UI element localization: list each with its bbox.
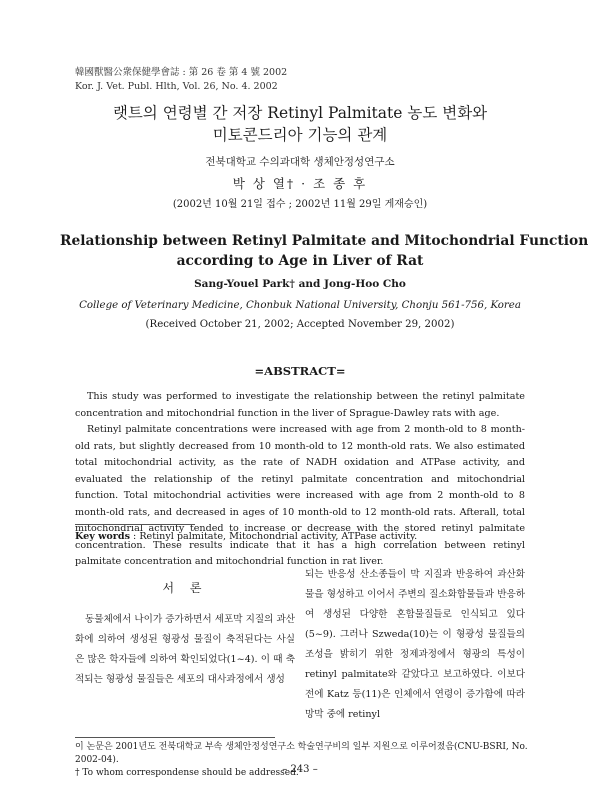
english-dates: (Received October 21, 2002; Accepted November 29, 2002)	[145, 319, 455, 330]
keywords-label: Key words	[75, 531, 130, 542]
abstract-paragraph: Retinyl palmitate concentrations were increased with age from 2 month-old to 8 month-old rats, but slightly decreased from 10 month-old to 12 month-old rats. We also estimated total mitochondrial activity, as the rate of NADH oxidation and ATPase activity, and evaluated the relationship of the retinyl palmitate concentration and mitochondrial function. Total mitochondrial activities were increased with age from 2 month-old to 8 month-old rats, and decreased in ages of 10 month-old to 12 month-old rats. Afterall, total mitochondrial activity tended to increase or decrease with the stored retinyl palmitate concentration. These results indicate that it has a high correlation between retinyl palmitate concentration and mitochondrial function in rat liver.	[75, 424, 525, 567]
korean-affiliation: 전북대학교 수의과대학 생체안정성연구소	[205, 156, 395, 168]
journal-citation-english: Kor. J. Vet. Publ. Hlth, Vol. 26, No. 4. 2002	[75, 81, 278, 92]
korean-dates: (2002년 10월 21일 접수 ; 2002년 11월 29일 게재승인)	[172, 199, 428, 210]
footnote-funding: 이 논문은 2001년도 전북대학교 부속 생체안정성연구소 학술연구비의 일부 지원으로 이루어졌음(CNU-BSRI, No. 2002-04).	[75, 742, 528, 765]
footnote-correspondence: † To whom correspondense should be addressed.	[75, 768, 299, 778]
body-paragraph-right: 되는 반응성 산소종들이 막 지질과 반응하여 과산화물을 형성하고 이어서 주변의 질소화합물들과 반응하여 생성된 다양한 혼합물질들로 인식되고 있다(5~9). 그러나 Szweda(10)는 이 형광성 물질들의 조성을 밝히기 위한 정제과정에서 형광의 특성이 retinyl palmitate와 같았다고 보고하였다. 이보다 전에 Katz 등(11)은 인체에서 연령이 증가함에 따라 망막 중에 retinyl	[305, 569, 525, 720]
abstract-heading: =ABSTRACT=	[254, 364, 346, 378]
korean-title-line-1: 랫트의 연령별 간 저장 Retinyl Palmitate 농도 변화와	[112, 104, 488, 122]
keywords	[75, 531, 525, 542]
body-column-right	[305, 565, 525, 725]
korean-title-line-2: 미토콘드리아 기능의 관계	[212, 126, 388, 144]
abstract-divider	[75, 524, 195, 525]
journal-citation-korean: 韓國獸醫公衆保健學會誌 : 第 26 卷 第 4 號 2002	[75, 67, 288, 78]
abstract-paragraph: This study was performed to investigate the relationship between the retinyl palmitate concentration and mitochondrial function in the liver of Sprague-Dawley rats with age.	[75, 391, 525, 419]
keywords-text: : Retinyl palmitate, Mitochondrial activity, ATPase activity.	[133, 531, 418, 542]
english-title	[60, 231, 589, 271]
english-affiliation: College of Veterinary Medicine, Chonbuk National University, Chonju 561-756, Korea	[79, 300, 521, 311]
page-number: – 243 –	[282, 764, 318, 775]
english-title-line-2: according to Age in Liver of Rat	[176, 253, 424, 269]
english-title-line-1: Relationship between Retinyl Palmitate and Mitochondrial Function	[60, 233, 589, 249]
journal-header	[75, 66, 287, 94]
body-paragraph-left: 동물체에서 나이가 증가하면서 세포막 지질의 과산화에 의하여 생성된 형광성 물질이 축적된다는 사실은 많은 학자들에 의하여 확인되었다(1~4). 이 때 축적되는 형광성 물질들은 세포의 대사과정에서 생성	[75, 614, 295, 685]
english-authors: Sang-Youel Park† and Jong-Hoo Cho	[194, 278, 406, 290]
korean-authors: 박 상 열† · 조 종 후	[232, 176, 368, 191]
abstract-body	[75, 389, 525, 571]
body-column-left	[75, 560, 295, 690]
section-title-introduction: 서 론	[162, 581, 208, 595]
korean-title	[75, 102, 525, 146]
footnote-divider	[75, 737, 275, 738]
